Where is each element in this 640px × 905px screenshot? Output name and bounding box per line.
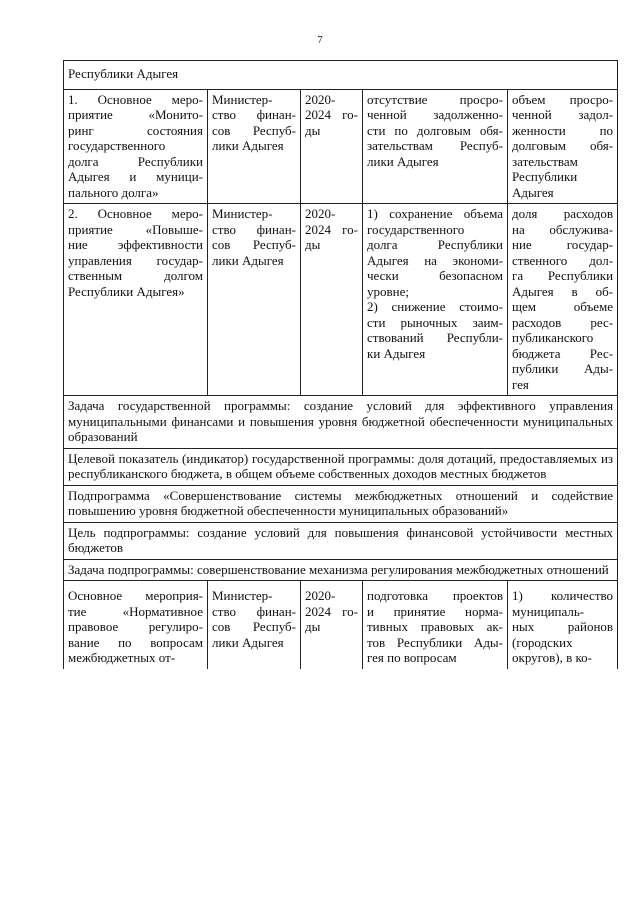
cell-line: долговым обя-	[512, 138, 614, 153]
cell-line: лики Адыгея	[367, 153, 439, 169]
cell-line: ственного дол-	[512, 252, 614, 268]
cell-line: округов), в ко-	[512, 650, 592, 665]
table-row	[64, 204, 618, 396]
cell-line: щем объеме	[512, 299, 614, 314]
cell-line: публиканского	[512, 330, 594, 345]
cell-line: ды	[305, 619, 321, 634]
cell-line: ченной задол-	[512, 107, 614, 122]
cell-line: 1) количество	[512, 588, 614, 603]
cell-line: приятие «Повыше-	[68, 221, 203, 237]
cell-line: тие «Нормативное	[68, 603, 203, 619]
table-row	[64, 89, 618, 204]
event1-result-cell	[363, 89, 508, 204]
cell-line: уровне;	[367, 283, 409, 299]
cell-line: приятие «Монито-	[68, 107, 203, 122]
cell-line: Министер-	[212, 91, 273, 107]
cell-line: (городских	[512, 634, 573, 650]
cell-line: Министер-	[212, 588, 273, 603]
subprogram-goal-cell: Цель подпрограммы: создание условий для повышения финансовой устойчивости местных бюджетов	[64, 522, 618, 559]
event1-indicator-cell	[508, 89, 618, 204]
cell-line: ринг состояния	[68, 122, 203, 138]
table-row	[64, 522, 618, 559]
cell-line: объем просро-	[512, 91, 614, 107]
cell-line: 1) сохранение объема	[367, 206, 503, 221]
subprogram-task-cell: Задача подпрограммы: совершенствование механизма регулирования межбюджетных отношений	[64, 559, 618, 581]
cell-line: ство финан-	[212, 107, 296, 122]
cell-line: 2024 го-	[305, 603, 358, 619]
cell-line: чески безопасном	[367, 268, 503, 283]
cell-line: Республики	[512, 169, 578, 184]
cell-line: га Республики	[512, 268, 614, 283]
cell-line: долга Республики	[68, 153, 203, 169]
cell-line: отсутствие просро-	[367, 91, 503, 107]
cell-line: ственным долгом	[68, 268, 203, 283]
event3-indicator-cell	[508, 581, 618, 669]
cell-line: долга Республики	[367, 237, 503, 252]
event2-indicator-cell	[508, 204, 618, 396]
cell-line: сов Респуб-	[212, 619, 296, 634]
cell-line: ных районов	[512, 619, 614, 634]
cell-line: Адыгея на экономи-	[367, 252, 503, 268]
cell-line: 2. Основное меро-	[68, 206, 203, 221]
cell-line: тивных правовых ак-	[367, 619, 503, 634]
event3-executor-cell	[208, 581, 301, 669]
cell-line: Адыгея и муници-	[68, 169, 203, 184]
target-indicator-cell: Целевой показатель (индикатор) государственной программы: доля дотаций, предоставляемых из республиканского бюджета, в общем объеме собственных доходов местных бюджетов	[64, 448, 618, 485]
cell-line: лики Адыгея	[212, 634, 284, 650]
cell-line: Министер-	[212, 206, 273, 221]
cell-line: подготовка проектов	[367, 588, 503, 603]
event3-period-cell	[301, 581, 363, 669]
cell-line: государственного	[367, 221, 465, 237]
event3-result-cell	[363, 581, 508, 669]
cell-line: сов Респуб-	[212, 237, 296, 252]
cell-line: лики Адыгея	[212, 252, 284, 268]
cell-line: ство финан-	[212, 603, 296, 619]
page-number: 7	[317, 34, 323, 46]
cell-line: Республики Адыгея»	[68, 283, 185, 299]
cell-line: женности по	[512, 122, 614, 138]
table-row	[64, 448, 618, 485]
cell-line: ченной задолженно-	[367, 107, 503, 122]
cell-line: 2020-	[305, 91, 336, 107]
cell-line: муниципаль-	[512, 603, 585, 619]
cell-line: зательствам Респуб-	[367, 138, 503, 153]
cell-line: тов Республики Ады-	[367, 634, 503, 650]
cell-line: ды	[305, 237, 321, 252]
subprogram-cell: Подпрограмма «Совершенствование системы межбюджетных отношений и содействие повышению уровня бюджетной обеспеченности муниципальных образований»	[64, 485, 618, 522]
cell-line: гея по вопросам	[367, 650, 457, 665]
cell-line: сти рыночных заим-	[367, 314, 503, 330]
event2-executor-cell	[208, 204, 301, 396]
cell-line: Адыгея	[512, 184, 554, 200]
cell-line: правовое регулиро-	[68, 619, 203, 634]
cell-line: зательствам	[512, 153, 578, 169]
cell-line: сов Респуб-	[212, 122, 296, 138]
cell-line: 2020-	[305, 206, 336, 221]
cell-line: 1. Основное меро-	[68, 91, 203, 107]
table-row	[64, 485, 618, 522]
cell-line: бюджета Рес-	[512, 345, 614, 361]
cell-line: ды	[305, 122, 321, 138]
cell-line: лики Адыгея	[212, 138, 284, 153]
cell-line: пального долга»	[68, 184, 159, 200]
cell-line: Адыгея в об-	[512, 283, 614, 299]
cell-line: 2) снижение стоимо-	[367, 299, 503, 314]
cell-line: управления государ-	[68, 252, 203, 268]
cell-line: государственного	[68, 138, 166, 153]
cell-line: ние эффективности	[68, 237, 203, 252]
cell-line: сти по долговым обя-	[367, 122, 503, 138]
program-table	[63, 60, 618, 669]
cell-line: публики Ады-	[512, 361, 614, 376]
cell-line: ки Адыгея	[367, 345, 426, 361]
event3-name-cell	[64, 581, 208, 669]
cell-line: гея	[512, 376, 529, 392]
table-row	[64, 559, 618, 581]
cell-line: 2024 го-	[305, 107, 358, 122]
cell-line: 2024 го-	[305, 221, 358, 237]
event1-period-cell	[301, 89, 363, 204]
task-program-cell: Задача государственной программы: создание условий для эффективного управления муниципальными финансами и повышения уровня бюджетной обеспеченности муниципальных образований	[64, 396, 618, 449]
event2-period-cell	[301, 204, 363, 396]
cell-line: ство финан-	[212, 221, 296, 237]
cell-line: ствований Республи-	[367, 330, 503, 345]
event1-name-cell	[64, 89, 208, 204]
event1-executor-cell	[208, 89, 301, 204]
cell-line: Основное мероприя-	[68, 588, 203, 603]
cell-line: ние государ-	[512, 237, 614, 252]
event2-name-cell	[64, 204, 208, 396]
cell-line: межбюджетных от-	[68, 650, 176, 665]
cell-line: вание по вопросам	[68, 634, 203, 650]
cell-line: на обслужива-	[512, 221, 614, 237]
table-row	[64, 61, 618, 90]
cell-line: и принятие норма-	[367, 603, 503, 619]
cell-line: 2020-	[305, 588, 336, 603]
republic-header-cell: Республики Адыгея	[64, 61, 618, 90]
event2-result-cell	[363, 204, 508, 396]
cell-line: доля расходов	[512, 206, 614, 221]
cell-line: расходов рес-	[512, 314, 614, 330]
table-row	[64, 396, 618, 449]
table-row	[64, 581, 618, 669]
